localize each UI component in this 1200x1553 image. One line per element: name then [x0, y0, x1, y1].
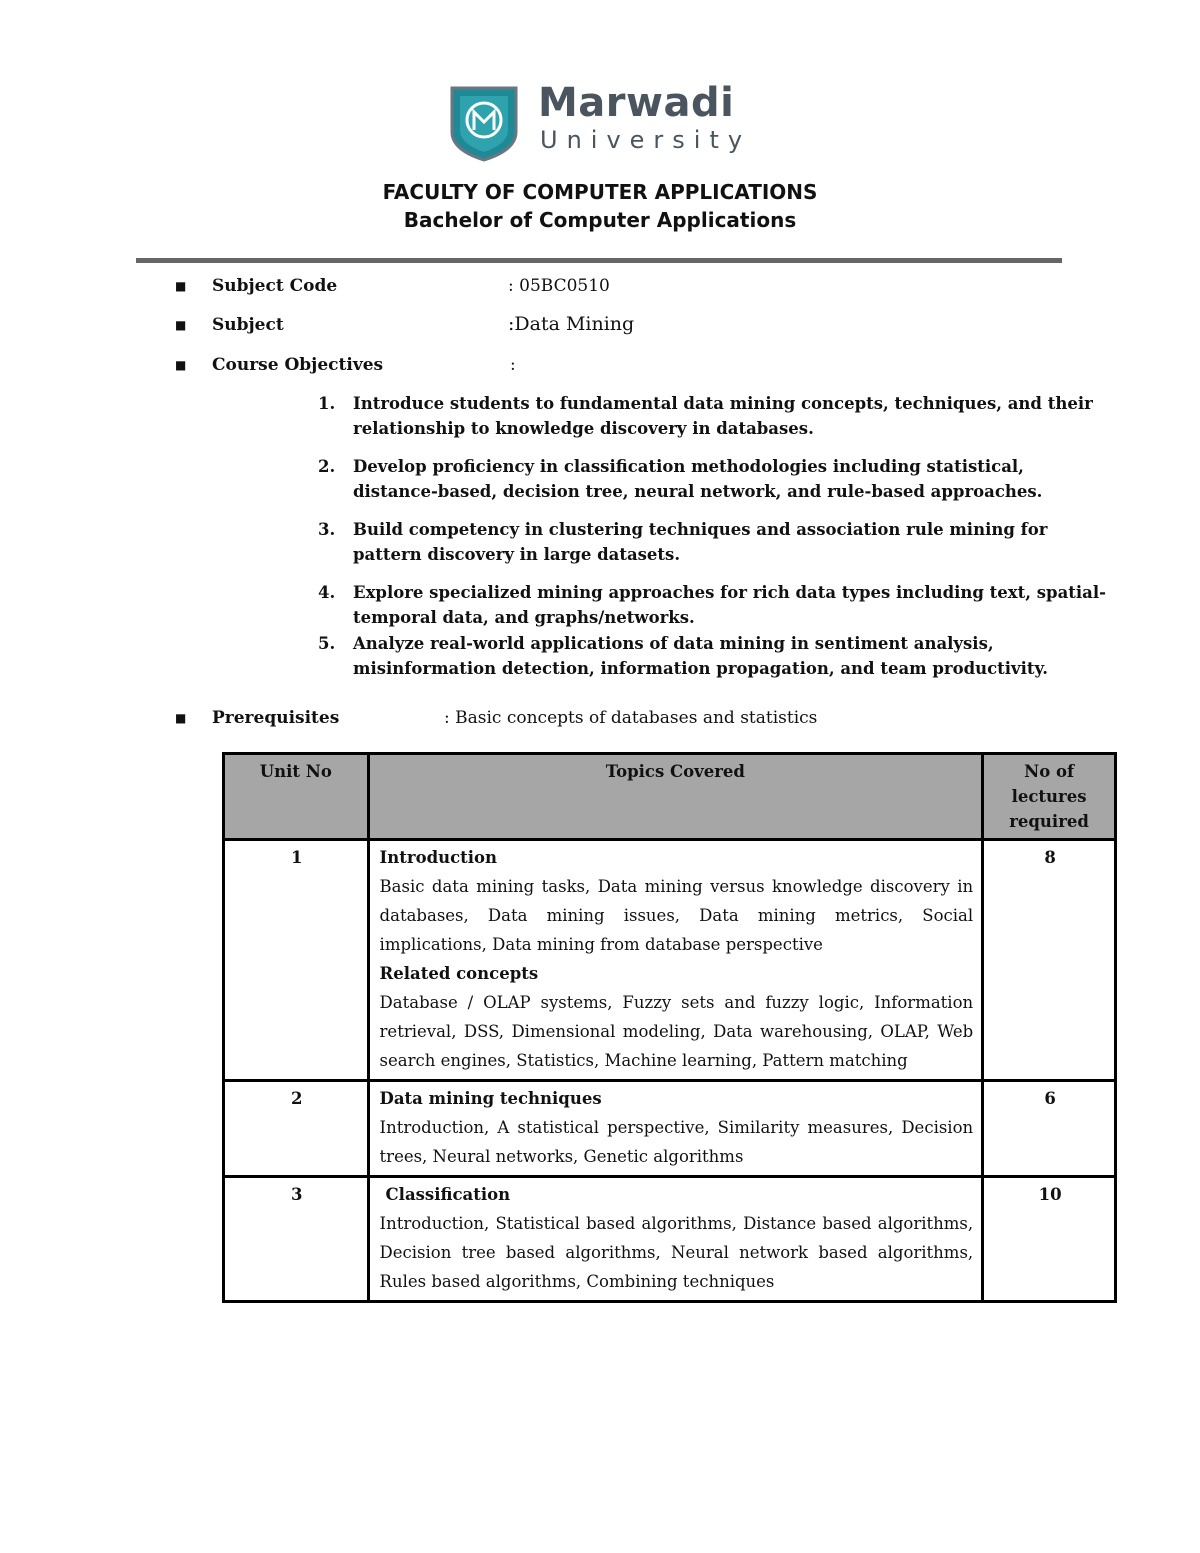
objective-item [318, 454, 1118, 506]
lecture-count: 10 [983, 1177, 1116, 1302]
lecture-count: 8 [983, 840, 1116, 1081]
objectives-colon: : [510, 355, 516, 375]
topic-title: Data mining techniques [379, 1089, 602, 1108]
subject-code-label: Subject Code [212, 276, 338, 296]
objective-text: Develop proficiency in classification methodologies including statistical, distance-based, decision tree, neural network, and rule-based approaches. [353, 457, 1043, 501]
logo-wordmark: Marwadi [538, 80, 735, 126]
subject-label: Subject [212, 315, 284, 335]
objective-text: Analyze real-world applications of data mining in sentiment analysis, misinformation detection, information propagation, and team productivity. [353, 634, 1048, 678]
objective-number: 5. [318, 634, 336, 653]
bullet: ■ [175, 358, 187, 372]
objective-item [318, 631, 1118, 683]
objective-text: Explore specialized mining approaches for rich data types including text, spatial-temporal data, and graphs/networks. [353, 583, 1106, 627]
topic-title: Classification [385, 1185, 511, 1204]
unit-number: 2 [224, 1081, 369, 1177]
subject-code-value: : 05BC0510 [508, 276, 610, 296]
table-row [224, 1177, 1116, 1302]
objective-number: 4. [318, 583, 336, 602]
topic-body: Database / OLAP systems, Fuzzy sets and fuzzy logic, Information retrieval, DSS, Dimensional modeling, Data warehousing, OLAP, Web search engines, Statistics, Machine learning, Pattern matching [379, 993, 974, 1070]
unit-number: 3 [224, 1177, 369, 1302]
objective-number: 2. [318, 457, 336, 476]
objective-text: Introduce students to fundamental data mining concepts, techniques, and their relationship to knowledge discovery in databases. [353, 394, 1093, 438]
bullet: ■ [175, 318, 187, 332]
topic-title: Introduction [379, 848, 498, 867]
objective-number: 3. [318, 520, 336, 539]
faculty-title: FACULTY OF COMPUTER APPLICATIONS [382, 180, 818, 204]
objective-item [318, 580, 1118, 632]
program-title: Bachelor of Computer Applications [403, 208, 797, 232]
syllabus-table [222, 752, 1117, 1303]
table-row [224, 1081, 1116, 1177]
col-header-topics: Topics Covered [368, 754, 983, 840]
prerequisites-value: : Basic concepts of databases and statistics [444, 708, 818, 728]
objective-item [318, 391, 1118, 443]
objective-number: 1. [318, 394, 336, 413]
topic-body: Introduction, A statistical perspective, Similarity measures, Decision trees, Neural networks, Genetic algorithms [379, 1118, 974, 1166]
table-header-row [224, 754, 1116, 840]
topics-cell [368, 1177, 983, 1302]
topics-cell [368, 1081, 983, 1177]
university-logo [450, 80, 760, 166]
unit-number: 1 [224, 840, 369, 1081]
objective-text: Build competency in clustering techniques and association rule mining for pattern discovery in large datasets. [353, 520, 1048, 564]
topic-body: Introduction, Statistical based algorithms, Distance based algorithms, Decision tree based algorithms, Neural network based algorithms, Rules based algorithms, Combining techniques [379, 1214, 974, 1291]
topic-subtitle: Related concepts [379, 964, 539, 983]
subject-value: :Data Mining [508, 313, 635, 335]
topic-body: Basic data mining tasks, Data mining versus knowledge discovery in databases, Data mining issues, Data mining metrics, Social implications, Data mining from database perspective [379, 877, 974, 954]
header-divider [136, 258, 1062, 263]
topics-cell [368, 840, 983, 1081]
objective-item [318, 517, 1118, 569]
objectives-label: Course Objectives [212, 355, 384, 375]
prerequisites-label: Prerequisites [212, 708, 340, 728]
col-header-lectures: No of lectures required [983, 754, 1116, 840]
lecture-count: 6 [983, 1081, 1116, 1177]
bullet: ■ [175, 711, 187, 725]
bullet: ■ [175, 279, 187, 293]
logo-subtitle: University [540, 126, 752, 154]
col-header-unit: Unit No [224, 754, 369, 840]
table-row [224, 840, 1116, 1081]
shield-logo-icon [450, 86, 518, 162]
